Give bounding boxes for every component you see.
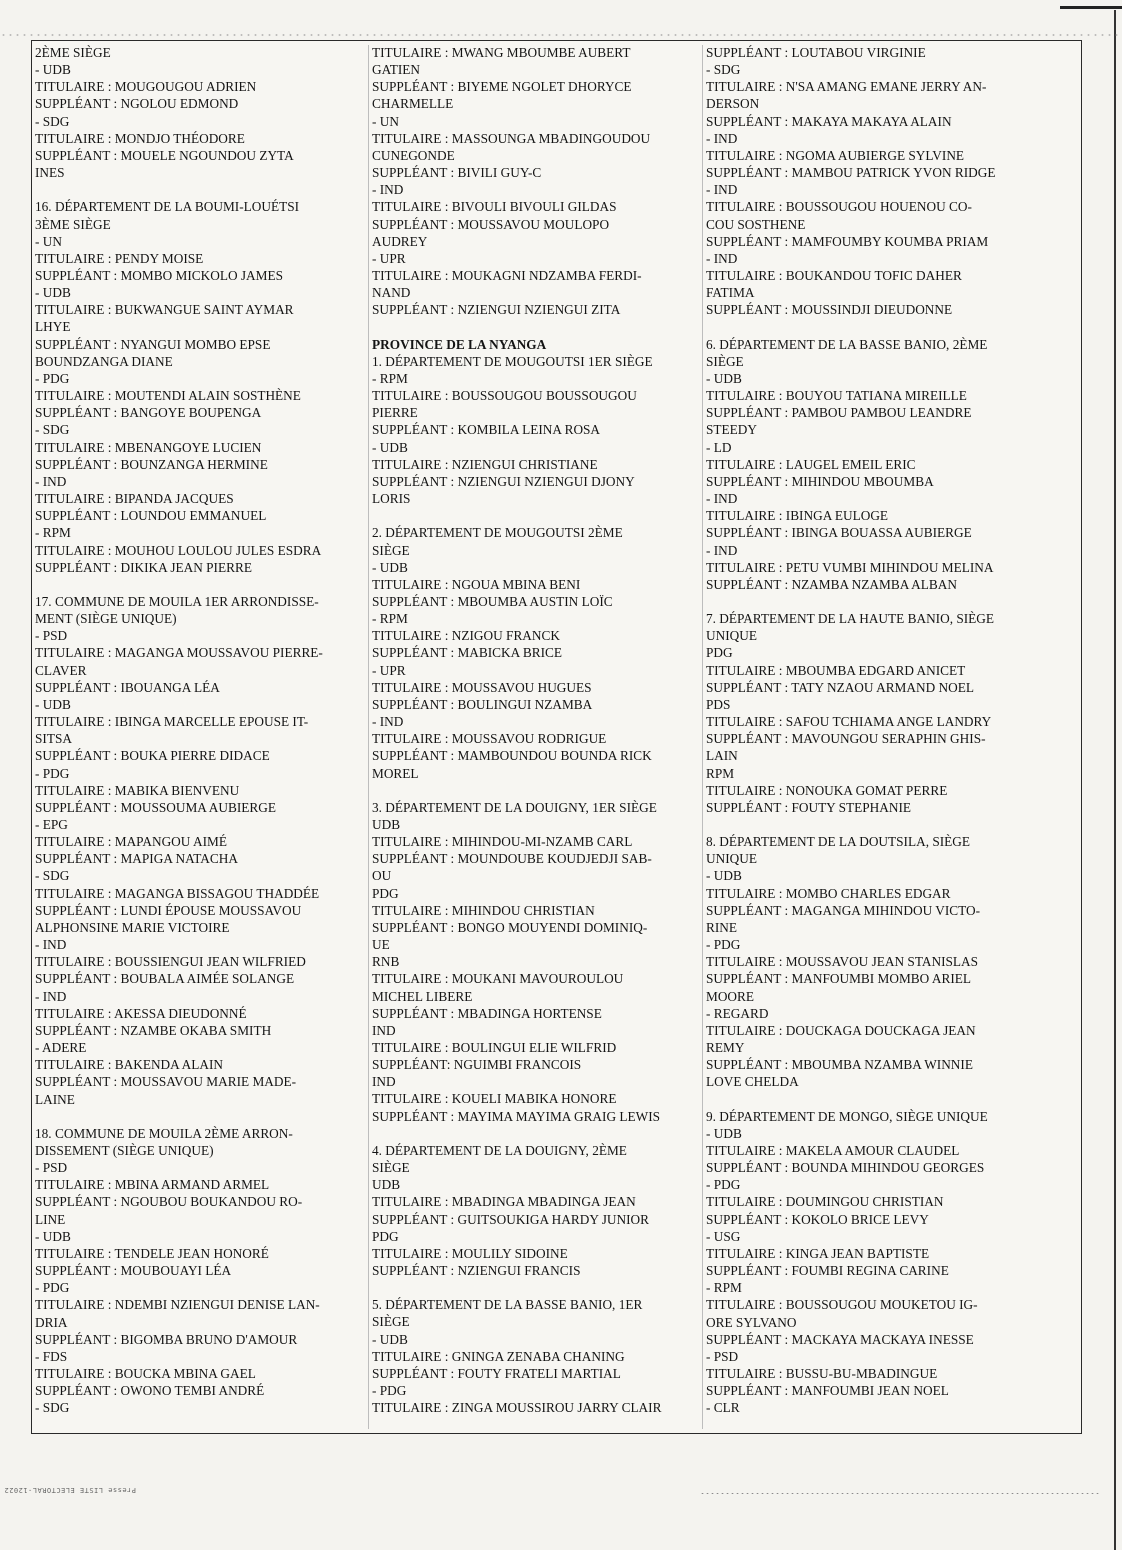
list-line: - RPM — [372, 370, 408, 386]
list-line: TITULAIRE : NZIENGUI CHRISTIANE — [372, 456, 598, 472]
list-line: MICHEL LIBERE — [372, 988, 473, 1004]
electoral-list-frame — [31, 40, 1082, 1434]
list-line: TITULAIRE : MOULILY SIDOINE — [372, 1245, 568, 1261]
list-line: SUPPLÉANT : PAMBOU PAMBOU LEANDRE — [706, 405, 972, 421]
list-line: - IND — [706, 542, 738, 558]
list-line: LORIS — [372, 491, 411, 507]
list-line: SUPPLÉANT : MAVOUNGOU SERAPHIN GHIS- — [706, 731, 986, 747]
list-line: 1. DÉPARTEMENT DE MOUGOUTSI 1ER SIÈGE — [372, 353, 653, 369]
list-line: - PDG — [35, 765, 70, 781]
list-line: - SDG — [35, 1400, 70, 1416]
list-line: - IND — [706, 130, 738, 146]
page-footer — [0, 1486, 1122, 1502]
list-line: - UPR — [372, 250, 406, 266]
list-line: TITULAIRE : BOULINGUI ELIE WILFRID — [372, 1040, 617, 1056]
list-line: LINE — [35, 1211, 66, 1227]
list-line: RINE — [706, 919, 738, 935]
list-line: LOVE CHELDA — [706, 1074, 799, 1090]
list-line: SUPPLÉANT : KOKOLO BRICE LEVY — [706, 1211, 929, 1227]
list-line: - IND — [372, 714, 404, 730]
list-line: SUPPLÉANT : MAMBOUNDOU BOUNDA RICK — [372, 748, 652, 764]
list-line: SIÈGE — [372, 542, 410, 558]
province-heading: PROVINCE DE LA NYANGA — [372, 336, 547, 352]
list-line: DISSEMENT (SIÈGE UNIQUE) — [35, 1142, 214, 1158]
list-line: PIERRE — [372, 405, 418, 421]
list-line: - PDG — [35, 370, 70, 386]
list-line: TITULAIRE : MBENANGOYE LUCIEN — [35, 439, 262, 455]
list-line: - IND — [35, 937, 67, 953]
list-line: TITULAIRE : NZIGOU FRANCK — [372, 628, 560, 644]
list-line: TITULAIRE : MOUGOUGOU ADRIEN — [35, 79, 257, 95]
list-line: - UDB — [35, 696, 71, 712]
list-line: 7. DÉPARTEMENT DE LA HAUTE BANIO, SIÈGE — [706, 611, 995, 627]
list-line: 6. DÉPARTEMENT DE LA BASSE BANIO, 2ÈME — [706, 336, 988, 352]
list-line: DRIA — [35, 1314, 68, 1330]
list-line: SUPPLÉANT : MANFOUMBI MOMBO ARIEL — [706, 971, 971, 987]
list-line: TITULAIRE : NONOUKA GOMAT PERRE — [706, 782, 948, 798]
list-line: SUPPLÉANT : TATY NZAOU ARMAND NOEL — [706, 679, 974, 695]
list-line: TITULAIRE : MAGANGA BISSAGOU THADDÉE — [35, 885, 320, 901]
list-line: MENT (SIÈGE UNIQUE) — [35, 611, 177, 627]
list-line: TITULAIRE : SAFOU TCHIAMA ANGE LANDRY — [706, 714, 992, 730]
list-line: SUPPLÉANT : BOUNDA MIHINDOU GEORGES — [706, 1160, 985, 1176]
list-line: 2. DÉPARTEMENT DE MOUGOUTSI 2ÈME — [372, 525, 623, 541]
list-line: IND — [372, 1074, 396, 1090]
column-3 — [706, 44, 1039, 1416]
column-2 — [372, 44, 705, 1416]
list-line: 4. DÉPARTEMENT DE LA DOUIGNY, 2ÈME — [372, 1142, 627, 1158]
list-line: TITULAIRE : BOUSSIENGUI JEAN WILFRIED — [35, 954, 306, 970]
list-line: UNIQUE — [706, 851, 757, 867]
list-line: SUPPLÉANT : MAMBOU PATRICK YVON RIDGE — [706, 165, 996, 181]
list-line: TITULAIRE : IBINGA EULOGE — [706, 508, 889, 524]
list-line: LHYE — [35, 319, 71, 335]
list-line: TITULAIRE : MIHINDOU CHRISTIAN — [372, 902, 595, 918]
list-line: SUPPLÉANT : FOUMBI REGINA CARINE — [706, 1263, 949, 1279]
list-line: TITULAIRE : N'SA AMANG EMANE JERRY AN- — [706, 79, 987, 95]
list-line: SUPPLÉANT : MOUSSAVOU MOULOPO — [372, 216, 610, 232]
list-line: TITULAIRE : MAGANGA MOUSSAVOU PIERRE- — [35, 645, 323, 661]
list-line: TITULAIRE : GNINGA ZENABA CHANING — [372, 1348, 625, 1364]
list-line: UDB — [372, 816, 401, 832]
list-line: SUPPLÉANT : BANGOYE BOUPENGA — [35, 405, 262, 421]
list-line: - PSD — [35, 628, 68, 644]
list-line: - PDG — [372, 1383, 407, 1399]
list-line: ALPHONSINE MARIE VICTOIRE — [35, 919, 230, 935]
list-line: SUPPLÉANT : NZIENGUI NZIENGUI ZITA — [372, 302, 621, 318]
list-line: SUPPLÉANT : GUITSOUKIGA HARDY JUNIOR — [372, 1211, 650, 1227]
list-line: - IND — [706, 182, 738, 198]
blank-line — [35, 181, 368, 198]
list-line: - RPM — [706, 1280, 742, 1296]
blank-line — [706, 1090, 1039, 1107]
list-line: - IND — [706, 250, 738, 266]
list-line: - UDB — [706, 1125, 742, 1141]
list-line: TITULAIRE : MWANG MBOUMBE AUBERT — [372, 45, 631, 60]
list-line: TITULAIRE : MOUKAGNI NDZAMBA FERDI- — [372, 268, 642, 284]
list-line: AUDREY — [372, 233, 428, 249]
list-line: PDG — [372, 1228, 399, 1244]
list-line: TITULAIRE : MONDJO THÉODORE — [35, 130, 245, 146]
list-line: SUPPLÉANT : DIKIKA JEAN PIERRE — [35, 559, 252, 575]
list-line: UNIQUE — [706, 628, 757, 644]
blank-line — [372, 782, 705, 799]
list-line: TITULAIRE : BOUKANDOU TOFIC DAHER — [706, 268, 962, 284]
list-line: - CLR — [706, 1400, 740, 1416]
list-line: - SDG — [35, 113, 70, 129]
dotted-header-strip — [0, 32, 1122, 38]
list-line: SUPPLÉANT : BOUNZANGA HERMINE — [35, 456, 268, 472]
list-line: - IND — [35, 988, 67, 1004]
list-line: TITULAIRE : MOUTENDI ALAIN SOSTHÈNE — [35, 388, 301, 404]
list-line: SUPPLÉANT : MAGANGA MIHINDOU VICTO- — [706, 902, 981, 918]
list-line: UDB — [372, 1177, 401, 1193]
list-line: - RPM — [35, 525, 71, 541]
list-line: TITULAIRE : NGOUA MBINA BENI — [372, 576, 581, 592]
list-line: SUPPLÉANT : MOUBOUAYI LÉA — [35, 1263, 232, 1279]
list-line: TITULAIRE : BOUSSOUGOU HOUENOU CO- — [706, 199, 972, 215]
list-line: SUPPLÉANT : MOUSSINDJI DIEUDONNE — [706, 302, 953, 318]
list-line: SITSA — [35, 731, 72, 747]
list-line: - SDG — [35, 422, 70, 438]
list-line: TITULAIRE : MBOUMBA EDGARD ANICET — [706, 662, 966, 678]
list-line: SUPPLÉANT: NGUIMBI FRANCOIS — [372, 1057, 582, 1073]
list-line: - UDB — [372, 1331, 408, 1347]
list-line: SUPPLÉANT : NGOLOU EDMOND — [35, 96, 239, 112]
list-line: SUPPLÉANT : MAMFOUMBY KOUMBA PRIAM — [706, 233, 989, 249]
list-line: TITULAIRE : BOUCKA MBINA GAEL — [35, 1365, 256, 1381]
list-line: COU SOSTHENE — [706, 216, 806, 232]
list-line: TITULAIRE : NGOMA AUBIERGE SYLVINE — [706, 147, 965, 163]
list-line: SUPPLÉANT : NYANGUI MOMBO EPSE — [35, 336, 271, 352]
list-line: SIÈGE — [372, 1160, 410, 1176]
list-line: - UDB — [372, 439, 408, 455]
list-line: - EPG — [35, 817, 68, 832]
list-line: TITULAIRE : DOUCKAGA DOUCKAGA JEAN — [706, 1022, 976, 1038]
list-line: - PSD — [35, 1160, 68, 1176]
list-line: TITULAIRE : AKESSA DIEUDONNÉ — [35, 1005, 247, 1021]
list-line: SUPPLÉANT : FOUTY FRATELI MARTIAL — [372, 1365, 621, 1381]
blank-line — [706, 816, 1039, 833]
list-line: TITULAIRE : MBINA ARMAND ARMEL — [35, 1177, 270, 1193]
list-line: SUPPLÉANT : NZIENGUI NZIENGUI DJONY — [372, 473, 635, 489]
list-line: SUPPLÉANT : OWONO TEMBI ANDRÉ — [35, 1383, 265, 1399]
list-line: - IND — [372, 182, 404, 198]
list-line: SUPPLÉANT : LUNDI ÉPOUSE MOUSSAVOU — [35, 902, 302, 918]
list-line: - IND — [35, 473, 67, 489]
list-line: SUPPLÉANT : NGOUBOU BOUKANDOU RO- — [35, 1194, 303, 1210]
list-line: TITULAIRE : MBADINGA MBADINGA JEAN — [372, 1194, 636, 1210]
list-line: TITULAIRE : MAKELA AMOUR CLAUDEL — [706, 1142, 960, 1158]
list-line: SUPPLÉANT : MAPIGA NATACHA — [35, 851, 238, 867]
list-line: 3. DÉPARTEMENT DE LA DOUIGNY, 1ER SIÈGE — [372, 799, 657, 815]
list-line: SUPPLÉANT : BIVILI GUY-C — [372, 165, 542, 181]
list-line: 8. DÉPARTEMENT DE LA DOUTSILA, SIÈGE — [706, 834, 971, 850]
list-line: TITULAIRE : BUKWANGUE SAINT AYMAR — [35, 302, 294, 318]
list-line: SUPPLÉANT : BIYEME NGOLET DHORYCE — [372, 79, 632, 95]
list-line: - UPR — [372, 662, 406, 678]
list-line: SUPPLÉANT : BIGOMBA BRUNO D'AMOUR — [35, 1331, 298, 1347]
list-line: SUPPLÉANT : MABICKA BRICE — [372, 645, 563, 661]
list-line: IND — [372, 1022, 396, 1038]
list-line: 17. COMMUNE DE MOUILA 1ER ARRONDISSE- — [35, 593, 319, 609]
blank-line — [706, 593, 1039, 610]
list-line: SUPPLÉANT : BONGO MOUYENDI DOMINIQ- — [372, 919, 648, 935]
list-line: TITULAIRE : DOUMINGOU CHRISTIAN — [706, 1194, 944, 1210]
list-line: SUPPLÉANT : BOUKA PIERRE DIDACE — [35, 748, 270, 764]
blank-line — [372, 507, 705, 524]
list-line: GATIEN — [372, 62, 421, 78]
list-line: STEEDY — [706, 422, 757, 438]
column-1 — [35, 44, 368, 1416]
list-line: - SDG — [706, 62, 741, 78]
list-line: - LD — [706, 439, 732, 455]
blank-line — [35, 576, 368, 593]
list-line: NAND — [372, 285, 411, 301]
list-line: TITULAIRE : IBINGA MARCELLE EPOUSE IT- — [35, 714, 309, 730]
list-line: SUPPLÉANT : BOUBALA AIMÉE SOLANGE — [35, 971, 295, 987]
list-line: SUPPLÉANT : MOUSSOUMA AUBIERGE — [35, 799, 276, 815]
list-line: - UDB — [706, 868, 742, 884]
list-line: TITULAIRE : MOUSSAVOU RODRIGUE — [372, 731, 607, 747]
list-line: SUPPLÉANT : MACKAYA MACKAYA INESSE — [706, 1331, 974, 1347]
list-line: TITULAIRE : BIPANDA JACQUES — [35, 491, 234, 507]
list-line: TITULAIRE : KOUELI MABIKA HONORE — [372, 1091, 617, 1107]
right-edge-rule — [1114, 10, 1116, 1550]
list-line: SUPPLÉANT : MANFOUMBI JEAN NOEL — [706, 1383, 949, 1399]
list-line: - PDG — [35, 1280, 70, 1296]
list-line: OU — [372, 868, 392, 884]
list-line: - UN — [372, 113, 399, 129]
list-line: SIÈGE — [372, 1314, 410, 1330]
list-line: TITULAIRE : LAUGEL EMEIL ERIC — [706, 456, 916, 472]
list-line: - RPM — [372, 611, 408, 627]
list-line: SUPPLÉANT : MOMBO MICKOLO JAMES — [35, 268, 283, 284]
list-line: - SDG — [35, 868, 70, 884]
footer-dots — [700, 1492, 1100, 1495]
blank-line — [372, 1279, 705, 1296]
list-line: CUNEGONDE — [372, 147, 455, 163]
list-line: TITULAIRE : NDEMBI NZIENGUI DENISE LAN- — [35, 1297, 320, 1313]
list-line: - UDB — [706, 370, 742, 386]
list-line: BOUNDZANGA DIANE — [35, 353, 173, 369]
list-line: 18. COMMUNE DE MOUILA 2ÈME ARRON- — [35, 1125, 293, 1141]
list-line: SUPPLÉANT : MOUELE NGOUNDOU ZYTA — [35, 147, 294, 163]
list-line: - ADERE — [35, 1040, 87, 1056]
list-line: SUPPLÉANT : BOULINGUI NZAMBA — [372, 696, 593, 712]
list-line: TITULAIRE : PENDY MOISE — [35, 250, 204, 266]
list-line: INES — [35, 165, 65, 181]
list-line: - UDB — [372, 559, 408, 575]
list-line: SUPPLÉANT : KOMBILA LEINA ROSA — [372, 422, 601, 438]
list-line: DERSON — [706, 96, 760, 112]
list-line: PDG — [706, 645, 733, 661]
blank-line — [372, 1125, 705, 1142]
list-line: CHARMELLE — [372, 96, 454, 112]
list-line: - UDB — [35, 285, 71, 301]
list-line: - PDG — [706, 937, 741, 953]
list-line: RPM — [706, 765, 735, 781]
list-line: - UDB — [35, 62, 71, 78]
list-line: SUPPLÉANT : LOUNDOU EMMANUEL — [35, 508, 267, 524]
list-line: TITULAIRE : MASSOUNGA MBADINGOUDOU — [372, 130, 651, 146]
top-rule — [1060, 6, 1122, 9]
list-line: TITULAIRE : ZINGA MOUSSIROU JARRY CLAIR — [372, 1400, 662, 1416]
list-line: TITULAIRE : BIVOULI BIVOULI GILDAS — [372, 199, 617, 215]
blank-line — [372, 319, 705, 336]
list-line: - PDG — [706, 1177, 741, 1193]
list-line: MOREL — [372, 765, 419, 781]
list-line: - IND — [706, 491, 738, 507]
list-line: PDG — [372, 885, 399, 901]
list-line: TITULAIRE : BOUYOU TATIANA MIREILLE — [706, 388, 967, 404]
list-line: SUPPLÉANT : MOUSSAVOU MARIE MADE- — [35, 1074, 297, 1090]
list-line: SUPPLÉANT : MAKAYA MAKAYA ALAIN — [706, 113, 952, 129]
list-line: - USG — [706, 1228, 741, 1244]
column-separator — [368, 45, 369, 1429]
list-line: SUPPLÉANT : NZAMBA NZAMBA ALBAN — [706, 576, 957, 592]
list-line: LAIN — [706, 748, 738, 764]
list-line: SUPPLÉANT : MIHINDOU MBOUMBA — [706, 473, 934, 489]
list-line: TITULAIRE : MOMBO CHARLES EDGAR — [706, 885, 951, 901]
list-line: TITULAIRE : MOUSSAVOU HUGUES — [372, 679, 592, 695]
list-line: SUPPLÉANT : LOUTABOU VIRGINIE — [706, 45, 926, 60]
list-line: TITULAIRE : MOUKANI MAVOUROULOU — [372, 971, 624, 987]
list-line: TITULAIRE : PETU VUMBI MIHINDOU MELINA — [706, 559, 994, 575]
list-line: TITULAIRE : MAPANGOU AIMÉ — [35, 834, 227, 850]
list-line: - FDS — [35, 1348, 68, 1364]
list-line: FATIMA — [706, 285, 755, 301]
list-line: TITULAIRE : MOUHOU LOULOU JULES ESDRA — [35, 542, 322, 558]
list-line: - UDB — [35, 1228, 71, 1244]
list-line: 2ÈME SIÈGE — [35, 45, 111, 60]
list-line: SUPPLÉANT : MBOUMBA AUSTIN LOÏC — [372, 593, 613, 609]
list-line: SUPPLÉANT : MOUNDOUBE KOUDJEDJI SAB- — [372, 851, 652, 867]
list-line: SUPPLÉANT : NZIENGUI FRANCIS — [372, 1263, 581, 1279]
list-line: TITULAIRE : MABIKA BIENVENU — [35, 782, 240, 798]
list-line: RNB — [372, 954, 400, 970]
list-line: 16. DÉPARTEMENT DE LA BOUMI-LOUÉTSI — [35, 199, 300, 215]
list-line: UE — [372, 937, 390, 953]
list-line: SUPPLÉANT : IBOUANGA LÉA — [35, 679, 220, 695]
blank-line — [35, 1108, 368, 1125]
list-line: TITULAIRE : KINGA JEAN BAPTISTE — [706, 1245, 930, 1261]
footer-print-mark: Presse LISTE ELECTORAL-12022 — [4, 1486, 137, 1494]
list-line: SUPPLÉANT : MAYIMA MAYIMA GRAIG LEWIS — [372, 1108, 661, 1124]
list-line: REMY — [706, 1040, 745, 1056]
list-line: SUPPLÉANT : MBOUMBA NZAMBA WINNIE — [706, 1057, 973, 1073]
list-line: - UN — [35, 233, 62, 249]
list-line: 3ÈME SIÈGE — [35, 216, 111, 232]
list-line: ORE SYLVANO — [706, 1314, 797, 1330]
blank-line — [706, 319, 1039, 336]
list-line: SUPPLÉANT : NZAMBE OKABA SMITH — [35, 1022, 272, 1038]
list-line: TITULAIRE : BOUSSOUGOU BOUSSOUGOU — [372, 388, 637, 404]
list-line: TITULAIRE : BOUSSOUGOU MOUKETOU IG- — [706, 1297, 978, 1313]
list-line: TITULAIRE : MOUSSAVOU JEAN STANISLAS — [706, 954, 979, 970]
list-line: SUPPLÉANT : IBINGA BOUASSA AUBIERGE — [706, 525, 972, 541]
list-line: TITULAIRE : BAKENDA ALAIN — [35, 1057, 223, 1073]
list-line: SUPPLÉANT : MBADINGA HORTENSE — [372, 1005, 602, 1021]
list-line: TITULAIRE : MIHINDOU-MI-NZAMB CARL — [372, 834, 633, 850]
list-line: TITULAIRE : BUSSU-BU-MBADINGUE — [706, 1365, 938, 1381]
list-line: MOORE — [706, 988, 755, 1004]
list-line: PDS — [706, 696, 731, 712]
list-line: - PSD — [706, 1348, 739, 1364]
list-line: 9. DÉPARTEMENT DE MONGO, SIÈGE UNIQUE — [706, 1108, 988, 1124]
list-line: CLAVER — [35, 662, 87, 678]
list-line: TITULAIRE : TENDELE JEAN HONORÉ — [35, 1245, 269, 1261]
list-line: LAINE — [35, 1091, 75, 1107]
list-line: SUPPLÉANT : FOUTY STEPHANIE — [706, 799, 912, 815]
list-line: 5. DÉPARTEMENT DE LA BASSE BANIO, 1ER — [372, 1297, 643, 1313]
list-line: SIÈGE — [706, 353, 744, 369]
list-line: - REGARD — [706, 1005, 769, 1021]
